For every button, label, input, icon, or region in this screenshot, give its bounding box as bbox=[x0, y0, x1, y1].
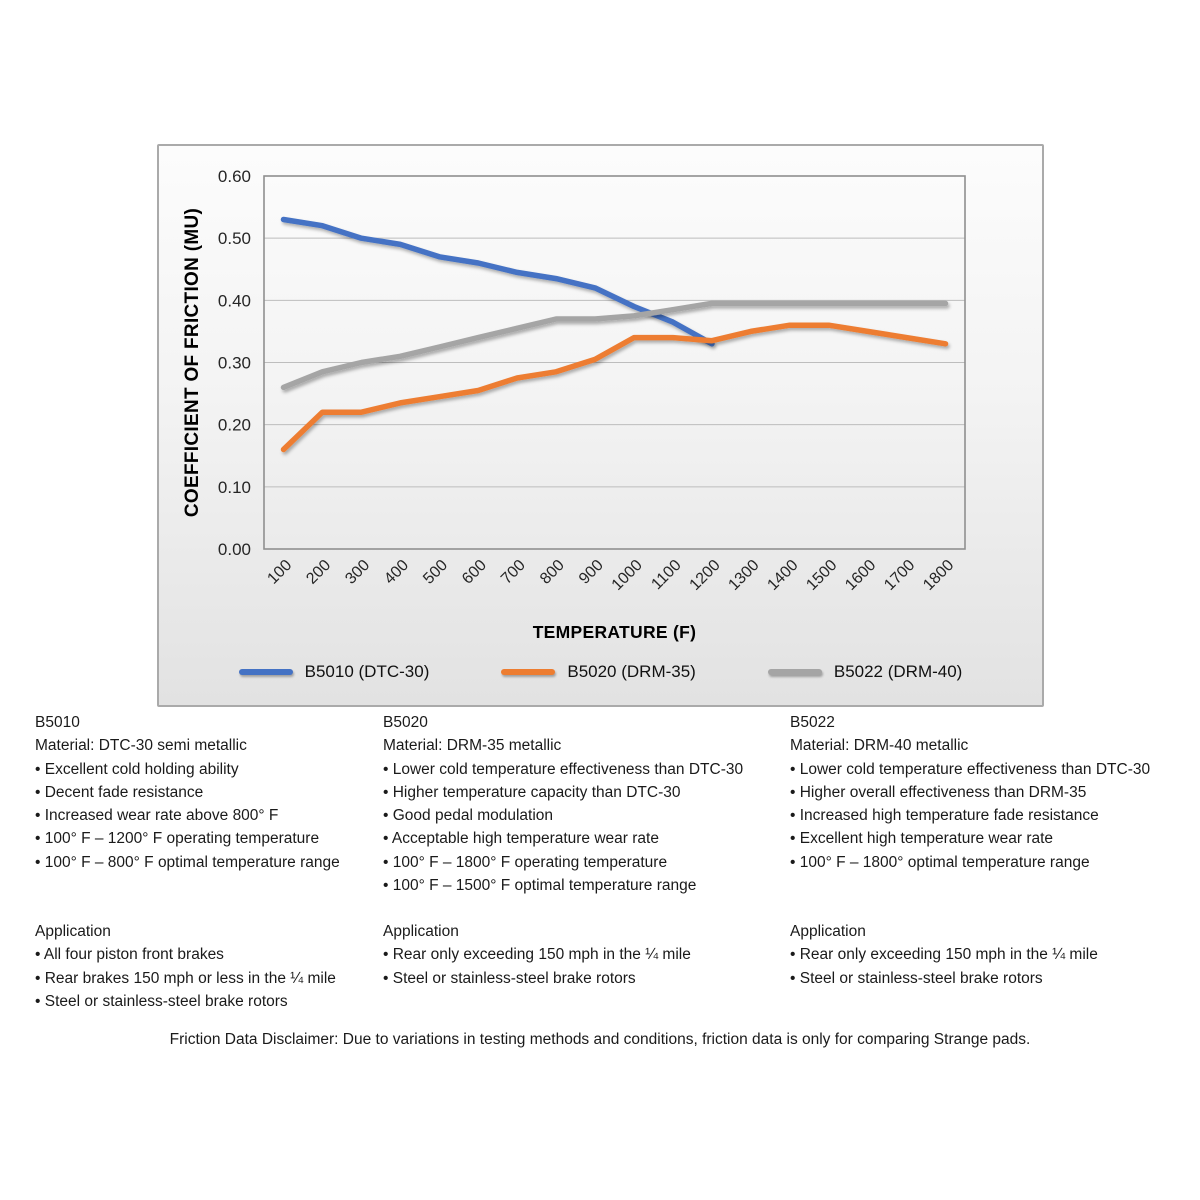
bullet-item: • Higher temperature capacity than DTC-30 bbox=[383, 783, 681, 801]
application-title: Application bbox=[35, 923, 111, 940]
y-tick-label: 0.40 bbox=[217, 291, 251, 311]
pad-material: Material: DRM-40 metallic bbox=[790, 737, 969, 755]
y-tick-label: 0.30 bbox=[217, 353, 251, 373]
pad-spec-block bbox=[35, 711, 380, 920]
application-list bbox=[383, 943, 785, 990]
application-list bbox=[35, 943, 380, 1013]
x-tick-label: 100 bbox=[264, 556, 296, 588]
bullet-item: • Steel or stainless-steel brake rotors bbox=[383, 969, 636, 987]
bullet-item: • Rear brakes 150 mph or less in the ¼ mile bbox=[35, 969, 336, 987]
bullet-item: • Increased high temperature fade resistance bbox=[790, 807, 1099, 825]
x-tick-label: 300 bbox=[342, 556, 374, 588]
legend-item-b5020 bbox=[501, 662, 696, 682]
pad-material: Material: DTC-30 semi metallic bbox=[35, 737, 247, 755]
pad-spec-list bbox=[790, 758, 1185, 874]
bullet-item: • Good pedal modulation bbox=[383, 807, 554, 825]
bullet-item: • 100° F – 1800° optimal temperature range bbox=[790, 853, 1090, 871]
y-tick-label: 0.10 bbox=[217, 477, 251, 497]
legend-item-b5010 bbox=[239, 662, 430, 682]
bullet-item: • 100° F – 1200° F operating temperature bbox=[35, 830, 320, 848]
x-tick-label: 1400 bbox=[764, 556, 802, 594]
pad-spec-list bbox=[383, 758, 785, 898]
application-title: Application bbox=[383, 923, 459, 940]
bullet-item: • 100° F – 1800° F operating temperature bbox=[383, 853, 668, 871]
bullet-item: • 100° F – 800° F optimal temperature range bbox=[35, 853, 340, 871]
pad-title: B5020 bbox=[383, 714, 428, 731]
legend-swatch-b5010 bbox=[239, 669, 293, 675]
x-tick-label: 1600 bbox=[842, 556, 880, 594]
y-tick-label: 0.50 bbox=[217, 229, 251, 249]
application-block bbox=[35, 920, 380, 1013]
pad-title: B5010 bbox=[35, 714, 80, 731]
x-tick-label: 700 bbox=[498, 556, 529, 588]
bullet-item: • Acceptable high temperature wear rate bbox=[383, 830, 659, 848]
y-tick-label: 0.20 bbox=[217, 415, 251, 435]
bullet-item: • Rear only exceeding 150 mph in the ¼ mile bbox=[383, 946, 691, 964]
x-tick-label: 400 bbox=[381, 556, 413, 588]
bullet-item: • Steel or stainless-steel brake rotors bbox=[790, 969, 1043, 987]
chart-legend bbox=[159, 662, 1042, 682]
pad-column-b5020 bbox=[383, 711, 785, 990]
x-tick-label: 600 bbox=[459, 556, 491, 588]
bullet-item: • Decent fade resistance bbox=[35, 783, 204, 801]
application-list bbox=[790, 943, 1185, 990]
pad-spec-block bbox=[383, 711, 785, 920]
x-tick-label: 800 bbox=[537, 556, 568, 588]
pad-title: B5022 bbox=[790, 714, 835, 731]
pad-spec-list bbox=[35, 758, 380, 874]
x-tick-label: 900 bbox=[575, 556, 607, 588]
bullet-item: • Increased wear rate above 800° F bbox=[35, 807, 279, 825]
x-axis-title: TEMPERATURE (F) bbox=[532, 622, 697, 642]
x-tick-label: 1300 bbox=[725, 556, 763, 594]
legend-swatch-b5020 bbox=[501, 669, 555, 675]
x-tick-label: 1800 bbox=[920, 556, 958, 594]
legend-item-b5022 bbox=[768, 662, 963, 682]
x-tick-label: 1000 bbox=[608, 556, 646, 594]
bullet-item: • Excellent cold holding ability bbox=[35, 760, 239, 778]
legend-swatch-b5022 bbox=[768, 669, 822, 675]
legend-label-b5020: B5020 (DRM-35) bbox=[567, 662, 696, 681]
application-title: Application bbox=[790, 923, 866, 940]
bullet-item: • Higher overall effectiveness than DRM-35 bbox=[790, 783, 1087, 801]
disclaimer-text: Friction Data Disclaimer: Due to variations in testing methods and conditions, friction data is only for comparing Strange pads. bbox=[169, 1031, 1031, 1048]
application-block bbox=[790, 920, 1185, 990]
bullet-item: • All four piston front brakes bbox=[35, 946, 224, 964]
y-axis-title: COEFFICIENT OF FRICTION (MU) bbox=[182, 207, 203, 518]
y-tick-label: 0.60 bbox=[217, 167, 251, 186]
bullet-item: • Rear only exceeding 150 mph in the ¼ mile bbox=[790, 946, 1098, 964]
x-tick-label: 1500 bbox=[803, 556, 841, 594]
legend-label-b5010: B5010 (DTC-30) bbox=[304, 662, 430, 681]
bullet-item: • Excellent high temperature wear rate bbox=[790, 830, 1054, 848]
application-block bbox=[383, 920, 785, 990]
pad-column-b5022 bbox=[790, 711, 1185, 990]
bullet-item: • 100° F – 1500° F optimal temperature range bbox=[383, 877, 697, 895]
friction-chart bbox=[157, 144, 1044, 707]
x-tick-label: 200 bbox=[303, 556, 335, 588]
x-tick-label: 1200 bbox=[686, 556, 724, 594]
bullet-item: • Lower cold temperature effectiveness than DTC-30 bbox=[790, 760, 1151, 778]
y-tick-label: 0.00 bbox=[217, 540, 251, 559]
bullet-item: • Steel or stainless-steel brake rotors bbox=[35, 992, 288, 1010]
chart-canvas bbox=[159, 146, 1042, 705]
pad-material: Material: DRM-35 metallic bbox=[383, 737, 562, 755]
pad-column-b5010 bbox=[35, 711, 380, 1013]
series-line-b5020 bbox=[284, 325, 946, 449]
x-tick-label: 1100 bbox=[648, 556, 685, 594]
x-tick-label: 500 bbox=[420, 556, 452, 588]
x-tick-label: 1700 bbox=[881, 556, 919, 594]
legend-label-b5022: B5022 (DRM-40) bbox=[833, 662, 963, 681]
pad-spec-block bbox=[790, 711, 1185, 920]
bullet-item: • Lower cold temperature effectiveness than DTC-30 bbox=[383, 760, 744, 778]
